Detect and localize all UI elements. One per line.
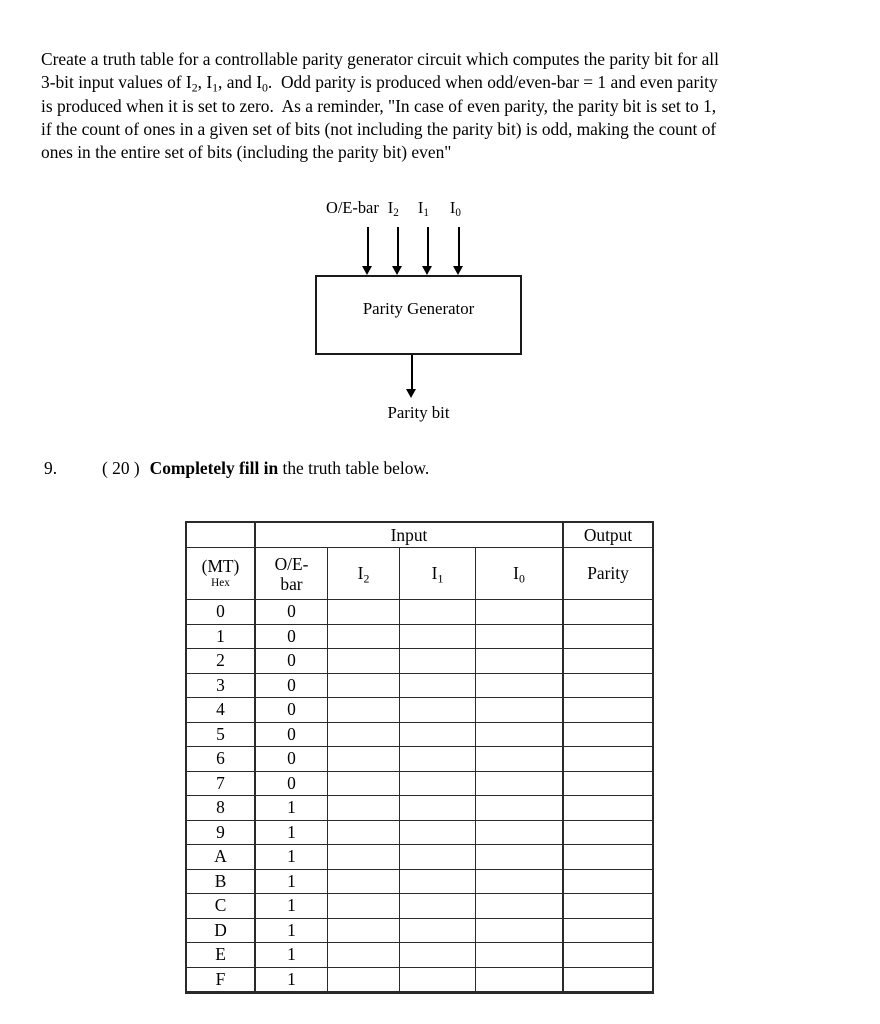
cell-mt-hex: 3 — [186, 673, 255, 698]
cell-oe-bar: 0 — [255, 722, 328, 747]
problem-line-1: Create a truth table for a controllable parity generator circuit which computes the parity bit for all — [41, 49, 719, 69]
truth-table-head — [186, 522, 653, 600]
cell-i0[interactable] — [476, 649, 564, 674]
input-arrow-i2 — [392, 227, 403, 275]
cell-i1[interactable] — [400, 967, 476, 993]
cell-i1[interactable] — [400, 943, 476, 968]
cell-i1[interactable] — [400, 771, 476, 796]
table-row — [186, 845, 653, 870]
cell-i0[interactable] — [476, 747, 564, 772]
cell-oe-bar: 1 — [255, 869, 328, 894]
cell-mt-hex: 2 — [186, 649, 255, 674]
cell-i2[interactable] — [328, 820, 400, 845]
cell-i1[interactable] — [400, 845, 476, 870]
cell-oe-bar: 1 — [255, 796, 328, 821]
table-row — [186, 918, 653, 943]
cell-parity[interactable] — [563, 967, 653, 993]
cell-mt-hex: 8 — [186, 796, 255, 821]
cell-i1[interactable] — [400, 796, 476, 821]
cell-oe-bar: 0 — [255, 649, 328, 674]
cell-i1[interactable] — [400, 747, 476, 772]
cell-i1[interactable] — [400, 649, 476, 674]
cell-oe-bar: 0 — [255, 600, 328, 625]
cell-oe-bar: 1 — [255, 845, 328, 870]
truth-table-column-header-row — [186, 548, 653, 600]
cell-i0[interactable] — [476, 673, 564, 698]
cell-mt-hex: 4 — [186, 698, 255, 723]
problem-line-5: ones in the entire set of bits (including the parity bit) even" — [41, 142, 452, 163]
group-header-input: Input — [255, 522, 563, 548]
table-row — [186, 796, 653, 821]
table-row — [186, 943, 653, 968]
input-label-i1: $I_1$ — [417, 198, 429, 220]
cell-i0[interactable] — [476, 600, 564, 625]
cell-oe-bar: 0 — [255, 747, 328, 772]
cell-i1[interactable] — [400, 722, 476, 747]
cell-i2[interactable] — [328, 894, 400, 919]
cell-i2[interactable] — [328, 698, 400, 723]
cell-i0[interactable] — [476, 845, 564, 870]
cell-mt-hex: E — [186, 943, 255, 968]
cell-mt-hex: 6 — [186, 747, 255, 772]
question-points: ( 20 ) — [102, 458, 140, 478]
cell-i0[interactable] — [476, 722, 564, 747]
cell-i0[interactable] — [476, 967, 564, 993]
input-arrow-i0 — [453, 227, 464, 275]
group-header-blank — [186, 522, 255, 548]
cell-i1[interactable] — [400, 673, 476, 698]
table-row — [186, 869, 653, 894]
question-rest: the truth table below. — [278, 458, 430, 478]
cell-mt-hex: 0 — [186, 600, 255, 625]
column-header-i1: $I_1$ — [400, 548, 476, 600]
cell-parity[interactable] — [563, 869, 653, 894]
diagram-input-labels — [326, 198, 461, 218]
table-row — [186, 722, 653, 747]
cell-mt-hex: D — [186, 918, 255, 943]
cell-i0[interactable] — [476, 820, 564, 845]
cell-i2[interactable] — [328, 649, 400, 674]
table-row — [186, 698, 653, 723]
input-label-oe-bar: O/E-bar — [326, 198, 379, 217]
column-header-mt-sub: Hex — [211, 577, 230, 589]
column-header-oe-line1: O/E- — [274, 553, 309, 574]
cell-oe-bar: 0 — [255, 624, 328, 649]
problem-line-2: 3-bit input values of $I_2$, $I_1$, and $I_0$. Odd parity is produced when odd/even-bar = 1 and even parity — [41, 72, 718, 95]
group-header-output: Output — [563, 522, 653, 548]
cell-parity[interactable] — [563, 649, 653, 674]
cell-i2[interactable] — [328, 967, 400, 993]
cell-i1[interactable] — [400, 698, 476, 723]
table-row — [186, 771, 653, 796]
table-row — [186, 894, 653, 919]
cell-i1[interactable] — [400, 600, 476, 625]
column-header-i0: $I_0$ — [476, 548, 564, 600]
cell-oe-bar: 1 — [255, 943, 328, 968]
cell-i2[interactable] — [328, 796, 400, 821]
problem-line-3: is produced when it is set to zero. As a reminder, "In case of even parity, the parity bit is set to 1, — [41, 95, 717, 116]
table-row — [186, 649, 653, 674]
cell-parity[interactable] — [563, 845, 653, 870]
cell-parity[interactable] — [563, 698, 653, 723]
question-number: 9. — [44, 458, 58, 478]
cell-oe-bar: 0 — [255, 771, 328, 796]
column-header-mt — [186, 548, 255, 600]
cell-i0[interactable] — [476, 943, 564, 968]
output-arrow-parity-bit — [406, 355, 417, 398]
table-row — [186, 967, 653, 993]
cell-parity[interactable] — [563, 894, 653, 919]
cell-parity[interactable] — [563, 918, 653, 943]
cell-i0[interactable] — [476, 771, 564, 796]
table-row — [186, 673, 653, 698]
cell-i1[interactable] — [400, 820, 476, 845]
cell-parity[interactable] — [563, 943, 653, 968]
truth-table — [185, 521, 654, 994]
cell-i2[interactable] — [328, 722, 400, 747]
cell-parity[interactable] — [563, 747, 653, 772]
cell-oe-bar: 1 — [255, 918, 328, 943]
cell-i1[interactable] — [400, 894, 476, 919]
cell-i2[interactable] — [328, 624, 400, 649]
truth-table-group-header-row — [186, 522, 653, 548]
cell-mt-hex: 5 — [186, 722, 255, 747]
cell-mt-hex: B — [186, 869, 255, 894]
cell-mt-hex: F — [186, 967, 255, 993]
question-emphasis: Completely fill in — [149, 458, 279, 478]
cell-i0[interactable] — [476, 869, 564, 894]
cell-oe-bar: 1 — [255, 820, 328, 845]
input-arrow-i1 — [422, 227, 433, 275]
problem-line-4: if the count of ones in a given set of bits (not including the parity bit) is odd, making the count of — [41, 118, 717, 139]
cell-parity[interactable] — [563, 600, 653, 625]
table-row — [186, 624, 653, 649]
table-row — [186, 820, 653, 845]
cell-parity[interactable] — [563, 820, 653, 845]
cell-i2[interactable] — [328, 918, 400, 943]
cell-mt-hex: 9 — [186, 820, 255, 845]
cell-i1[interactable] — [400, 869, 476, 894]
question-line — [44, 458, 429, 479]
cell-mt-hex: 7 — [186, 771, 255, 796]
cell-i0[interactable] — [476, 698, 564, 723]
cell-oe-bar: 1 — [255, 894, 328, 919]
cell-i2[interactable] — [328, 600, 400, 625]
cell-i1[interactable] — [400, 918, 476, 943]
cell-i0[interactable] — [476, 796, 564, 821]
cell-oe-bar: 0 — [255, 698, 328, 723]
cell-parity[interactable] — [563, 796, 653, 821]
cell-parity[interactable] — [563, 722, 653, 747]
problem-statement — [41, 48, 813, 164]
column-header-i2: $I_2$ — [328, 548, 400, 600]
parity-generator-block-label: Parity Generator — [362, 299, 475, 318]
column-header-mt-main: (MT) — [201, 556, 240, 576]
table-row — [186, 600, 653, 625]
cell-i2[interactable] — [328, 869, 400, 894]
input-arrow-oe-bar — [362, 227, 373, 275]
column-header-oe-line2: bar — [280, 573, 303, 594]
cell-mt-hex: A — [186, 845, 255, 870]
cell-i2[interactable] — [328, 673, 400, 698]
cell-i2[interactable] — [328, 771, 400, 796]
cell-i2[interactable] — [328, 943, 400, 968]
parity-generator-block — [315, 275, 522, 355]
input-label-i0: $I_0$ — [449, 198, 461, 220]
input-label-i2: $I_2$ — [387, 198, 399, 220]
cell-parity[interactable] — [563, 673, 653, 698]
cell-i1[interactable] — [400, 624, 476, 649]
cell-i0[interactable] — [476, 624, 564, 649]
cell-parity[interactable] — [563, 771, 653, 796]
table-row — [186, 747, 653, 772]
parity-generator-diagram — [0, 198, 880, 433]
column-header-parity: Parity — [563, 548, 653, 600]
cell-oe-bar: 1 — [255, 967, 328, 993]
cell-mt-hex: 1 — [186, 624, 255, 649]
cell-parity[interactable] — [563, 624, 653, 649]
cell-oe-bar: 0 — [255, 673, 328, 698]
cell-i2[interactable] — [328, 845, 400, 870]
truth-table-body — [186, 600, 653, 993]
cell-i0[interactable] — [476, 894, 564, 919]
diagram-output-label: Parity bit — [387, 403, 450, 422]
cell-i2[interactable] — [328, 747, 400, 772]
cell-mt-hex: C — [186, 894, 255, 919]
column-header-oe-bar — [255, 548, 328, 600]
cell-i0[interactable] — [476, 918, 564, 943]
